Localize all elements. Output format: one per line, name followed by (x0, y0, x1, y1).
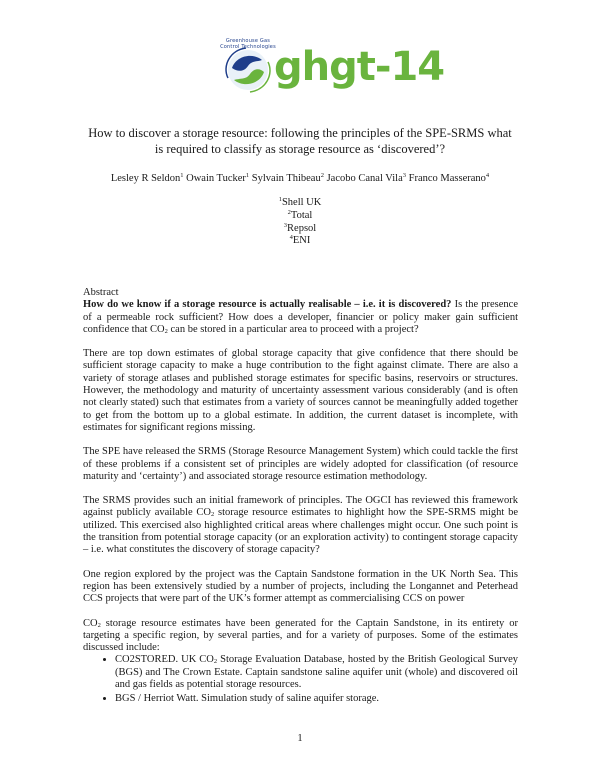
author: Owain Tucker$^1$ (186, 172, 250, 184)
affiliation: $^3$Repsol (283, 221, 317, 234)
logo-ring-text: Greenhouse Gas Control Technologies (220, 38, 276, 50)
abstract-paragraph: There are top down estimates of global storage capacity that give confidence that there should be sufficient storage capacity to make a huge contribution to the fight against climate. There are also a variety of storage atlases and published storage estimates for specific basins, reservoirs or structures. However, the methodology and maturity of uncertainty assessment various considerably (and is often not clearly stated) such that estimates from a variety of sources cannot be meaningfully added together to get from the bottom up to a global estimate. In addition, the current dataset is incomplete, with estimates for significant regions missing. (83, 348, 518, 433)
abstract-paragraph: $CO_2$ storage resource estimates have been generated for the Captain Sandstone, in its entirety or targeting a specific region, by several parties, and for a variety of purposes. Some of the estimates discussed include: (83, 617, 518, 654)
logo-wordmark: ghgt-14 (274, 44, 445, 90)
abstract-body (83, 287, 518, 708)
abstract-label: Abstract (83, 287, 119, 298)
list-item: • BGS / Herriot Watt. Simulation study of saline aquifer storage. (115, 693, 518, 705)
page-number: 1 (297, 733, 303, 744)
estimate-list (83, 654, 518, 705)
conference-logo (0, 38, 600, 98)
abstract-paragraph: How do we know if a storage resource is actually realisable – i.e. it is discovered? Is the presence of a permeable rock sufficient? How does a developer, financier or policy maker gain sufficient confidence that $CO_2$ can be stored in a particular area to proceed with a project? (83, 299, 518, 335)
author: Franco Masserano$^4$ (408, 172, 490, 184)
list-item: • CO2STORED. UK $CO_2$ Storage Evaluation Database, hosted by the British Geological Survey (BGS) and The Crown Estate. Captain sandstone saline aquifer unit (whole) and discovered oil and gas fields as potential storage resources. (115, 654, 518, 691)
abstract-paragraph: One region explored by the project was the Captain Sandstone formation in the UK North Sea. This region has been extensively studied by a number of projects, including the Longannet and Peterhead CCS projects that were part of the UK’s former attempt as commercialising CCS on power (83, 568, 518, 605)
affiliation-list (200, 197, 400, 248)
affiliation: $^4$ENI (289, 234, 311, 247)
author: Sylvain Thibeau$^2$ (251, 172, 324, 184)
abstract-paragraph: The SRMS provides such an initial framework of principles. The OGCI has reviewed this framework against publicly available $CO_2$ storage resource estimates to highlight how the SPE-SRMS might be utilized. This exercised also highlighted critical areas where challenges might occur. One such point is the transition from potential storage capacity (or an exploration activity) to contingent storage capacity – i.e. what constitutes the discovery of storage capacity? (83, 495, 518, 556)
affiliation: $^1$Shell UK (278, 196, 322, 208)
abstract-paragraph: The SPE have released the SRMS (Storage Resource Management System) which could tackle the first of these problems if a consistent set of principles are widely adopted for classification (of resource maturity and ‘certainty’) and associated storage resource estimation methodology. (83, 446, 518, 482)
affiliation: $^2$Total (287, 208, 313, 221)
author: Jacobo Canal Vila$^3$ (326, 172, 406, 184)
author: Lesley R Seldon$^1$ (110, 172, 184, 184)
title-line-2: is required to classify as storage resource as ‘discovered’? (154, 142, 446, 156)
paper-title (70, 125, 530, 157)
author-list (60, 172, 540, 186)
title-line-1: How to discover a storage resource: following the principles of the SPE-SRMS what (88, 126, 512, 140)
